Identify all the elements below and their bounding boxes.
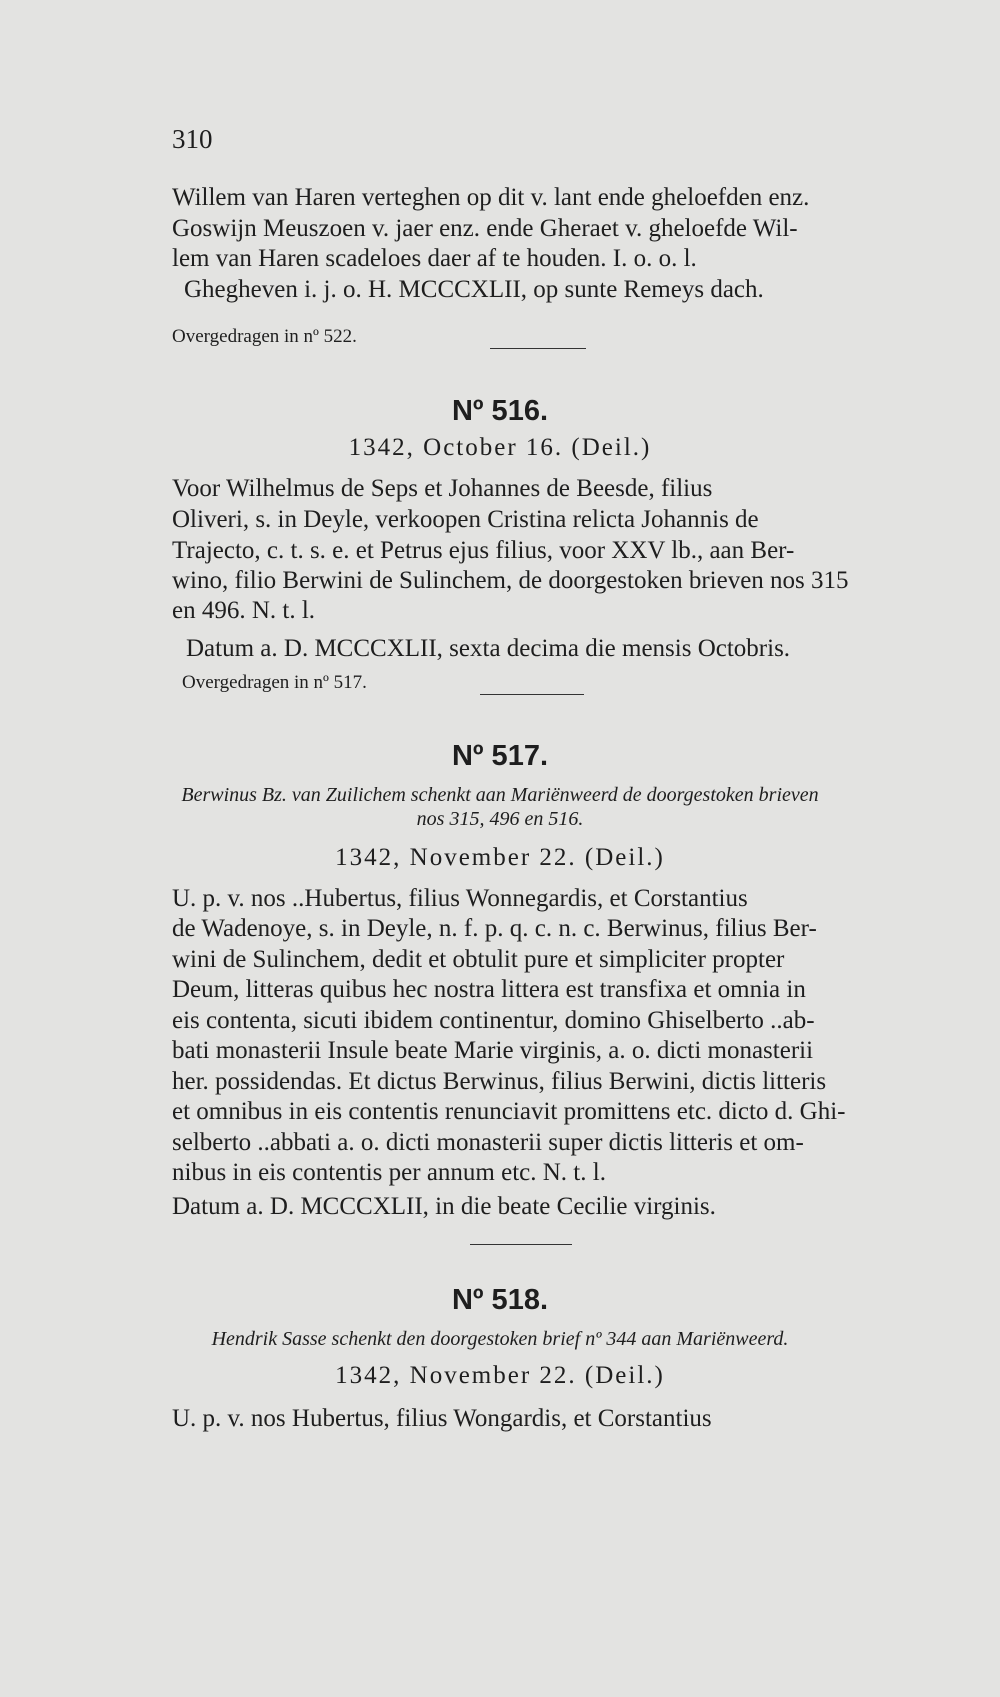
text-line: Datum a. D. MCCCXLII, sexta decima die mensis Octobris.	[186, 635, 791, 662]
text-line: nibus in eis contentis per annum etc. N. t. l.	[172, 1159, 606, 1186]
text-line: Deum, litteras quibus hec nostra littera est transfixa et omnia in	[172, 976, 806, 1003]
charter-date: 1342, November 22. (Deil.)	[335, 1362, 665, 1389]
charter-summary: Berwinus Bz. van Zuilichem schenkt aan Mariënweerd de doorgestoken brieven	[181, 784, 819, 806]
text-line: Trajecto, c. t. s. e. et Petrus ejus filius, voor XXV lb., aan Ber-	[172, 537, 795, 564]
charter-number: Nº 517.	[451, 740, 549, 772]
charter-date: 1342, October 16. (Deil.)	[348, 434, 652, 461]
charter-number: Nº 516.	[451, 395, 549, 427]
text-line: en 496. N. t. l.	[172, 597, 316, 624]
text-line: et omnibus in eis contentis renunciavit promittens etc. dicto d. Ghi-	[172, 1098, 846, 1125]
text-line: wini de Sulinchem, dedit et obtulit pure et simpliciter propter	[172, 946, 785, 973]
text-line: Datum a. D. MCCCXLII, in die beate Cecilie virginis.	[172, 1193, 716, 1220]
charter-summary: Hendrik Sasse schenkt den doorgestoken brief nº 344 aan Mariënweerd.	[211, 1328, 789, 1350]
text-line: eis contenta, sicuti ibidem continentur, domino Ghiselberto ..ab-	[172, 1007, 815, 1034]
divider	[470, 1244, 572, 1245]
divider	[490, 348, 586, 349]
text-line: Goswijn Meuszoen v. jaer enz. ende Gheraet v. gheloefde Wil-	[172, 215, 798, 242]
charter-summary: nos 315, 496 en 516.	[416, 808, 584, 830]
text-line: her. possidendas. Et dictus Berwinus, filius Berwini, dictis litteris	[172, 1068, 827, 1095]
transfer-note: Overgedragen in nº 522.	[172, 326, 357, 347]
text-line: de Wadenoye, s. in Deyle, n. f. p. q. c. n. c. Berwinus, filius Ber-	[172, 915, 817, 942]
charter-date: 1342, November 22. (Deil.)	[335, 844, 665, 871]
text-line: wino, filio Berwini de Sulinchem, de doorgestoken brieven nos 315	[172, 567, 849, 594]
text-line: selberto ..abbati a. o. dicti monasterii super dictis litteris et om-	[172, 1129, 804, 1156]
charter-number: Nº 518.	[451, 1284, 549, 1316]
text-line: lem van Haren scadeloes daer af te houden. I. o. o. l.	[172, 245, 697, 272]
text-line: Willem van Haren verteghen op dit v. lant ende gheloefden enz.	[172, 184, 810, 211]
text-line: Oliveri, s. in Deyle, verkoopen Cristina relicta Johannis de	[172, 506, 759, 533]
page-number: 310	[172, 124, 213, 154]
text-line: Voor Wilhelmus de Seps et Johannes de Beesde, filius	[172, 475, 713, 502]
text-line: U. p. v. nos ..Hubertus, filius Wonnegardis, et Corstantius	[172, 885, 748, 912]
transfer-note: Overgedragen in nº 517.	[182, 672, 367, 693]
text-line: bati monasterii Insule beate Marie virginis, a. o. dicti monasterii	[172, 1037, 814, 1064]
text-line: U. p. v. nos Hubertus, filius Wongardis, et Corstantius	[172, 1405, 712, 1432]
text-line: Ghegheven i. j. o. H. MCCCXLII, op sunte Remeys dach.	[184, 276, 764, 303]
divider	[480, 694, 584, 695]
